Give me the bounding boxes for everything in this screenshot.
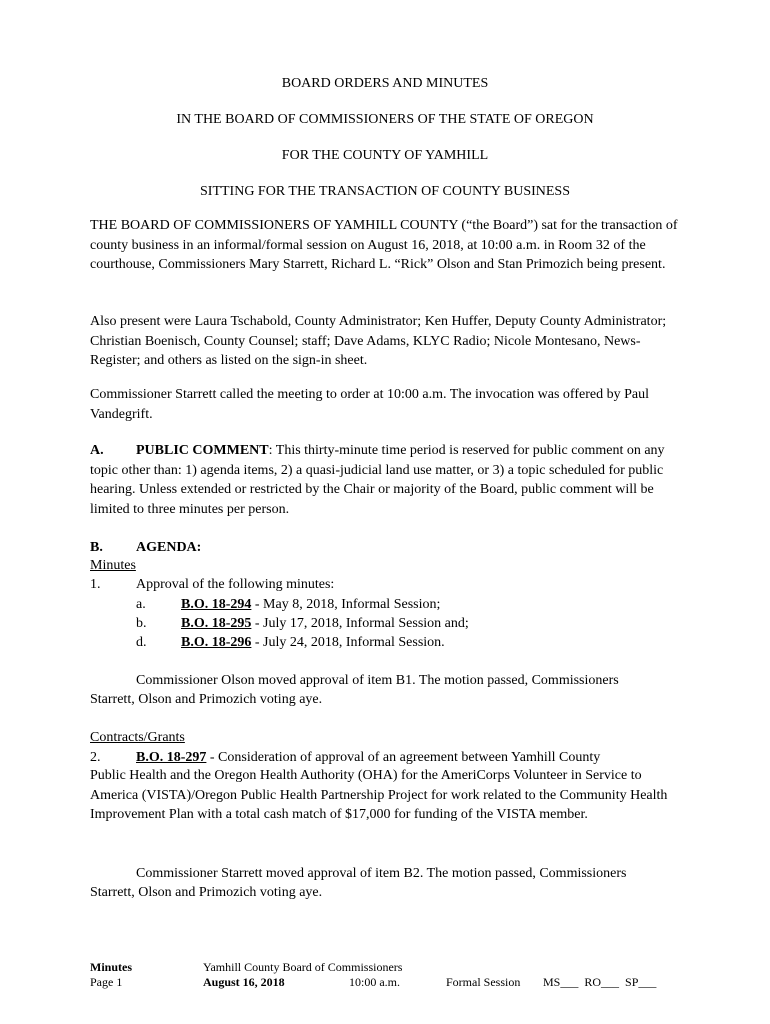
board-order-link[interactable]: B.O. 18-297 <box>136 750 207 765</box>
public-comment-section <box>90 441 680 519</box>
motion-2-line-1: Commissioner Starrett moved approval of item B2. The motion passed, Commissioners <box>136 866 627 881</box>
section-a-letter: A. <box>90 443 104 458</box>
public-comment-title: PUBLIC COMMENT <box>136 443 269 458</box>
sub-item-a-letter: a. <box>136 597 146 612</box>
footer-date: August 16, 2018 <box>203 975 285 989</box>
board-order-link[interactable]: B.O. 18-296 <box>181 635 252 650</box>
intro-paragraph: THE BOARD OF COMMISSIONERS OF YAMHILL COUNTY (“the Board”) sat for the transaction of county business in an informal/formal session on August 16, 2018, at 10:00 a.m. in Room 32 of the courthouse, Commissioners Mary Starrett, Richard L. “Rick” Olson and Stan Primozich being present. <box>90 218 678 272</box>
call-to-order-paragraph: Commissioner Starrett called the meeting to order at 10:00 a.m. The invocation was offered by Paul Vandegrift. <box>90 387 649 422</box>
attendees-paragraph: Also present were Laura Tschabold, County Administrator; Ken Huffer, Deputy County Administrator; Christian Boenisch, County Counsel; staff; Dave Adams, KLYC Radio; Nicole Montesano, News-Register; and others as listed on the sign-in sheet. <box>90 314 667 368</box>
section-b-letter: B. <box>90 540 103 555</box>
sub-item-d-text: - July 24, 2018, Informal Session. <box>251 635 445 650</box>
session-heading: SITTING FOR THE TRANSACTION OF COUNTY BUSINESS <box>200 184 570 199</box>
footer-time: 10:00 a.m. <box>349 975 400 989</box>
item-2-description: Public Health and the Oregon Health Authority (OHA) for the AmeriCorps Volunteer in Service to America (VISTA)/Oregon Public Health Partnership Project for work related to the Community Health Improvement Plan with a total cash match of $17,000 for funding of the VISTA member. <box>90 768 668 822</box>
item-2-number: 2. <box>90 750 101 765</box>
public-comment-text: : This thirty-minute time period is reserved for public comment on any topic other than: 1) agenda items, 2) a quasi-judicial land use matter, or 3) a topic scheduled for public hearing. Unless extended or restricted by the Chair or majority of the Board, public comment will be limited to three minutes per person. <box>90 443 665 517</box>
item-1-number: 1. <box>90 577 101 592</box>
footer-minutes-label: Minutes <box>90 960 132 974</box>
footer-session: Formal Session <box>446 975 521 989</box>
motion-1-line-1: Commissioner Olson moved approval of item B1. The motion passed, Commissioners <box>136 673 619 688</box>
contracts-heading: Contracts/Grants <box>90 730 185 745</box>
sub-item-d <box>181 634 445 651</box>
sub-item-b-letter: b. <box>136 616 147 631</box>
sub-item-b <box>181 615 469 632</box>
board-heading: IN THE BOARD OF COMMISSIONERS OF THE STATE OF OREGON <box>176 112 594 127</box>
sub-item-a <box>181 596 440 613</box>
board-order-link[interactable]: B.O. 18-294 <box>181 597 252 612</box>
footer-page-number: Page 1 <box>90 975 123 989</box>
sub-item-a-text: - May 8, 2018, Informal Session; <box>251 597 441 612</box>
motion-2-line-2: Starrett, Olson and Primozich voting aye. <box>90 885 323 900</box>
document-title: BOARD ORDERS AND MINUTES <box>281 76 489 91</box>
minutes-heading: Minutes <box>90 558 136 573</box>
sub-item-d-letter: d. <box>136 635 147 650</box>
item-2-line-1: - Consideration of approval of an agreement between Yamhill County <box>206 750 601 765</box>
item-1-text: Approval of the following minutes: <box>136 577 335 592</box>
footer-board-name: Yamhill County Board of Commissioners <box>203 960 403 974</box>
county-heading: FOR THE COUNTY OF YAMHILL <box>281 148 489 163</box>
footer-initials: MS___ RO___ SP___ <box>543 975 657 989</box>
motion-1-line-2: Starrett, Olson and Primozich voting aye. <box>90 692 323 707</box>
agenda-title: AGENDA: <box>136 540 202 555</box>
sub-item-b-text: - July 17, 2018, Informal Session and; <box>251 616 469 631</box>
board-order-link[interactable]: B.O. 18-295 <box>181 616 252 631</box>
item-2-first-line <box>136 749 600 766</box>
